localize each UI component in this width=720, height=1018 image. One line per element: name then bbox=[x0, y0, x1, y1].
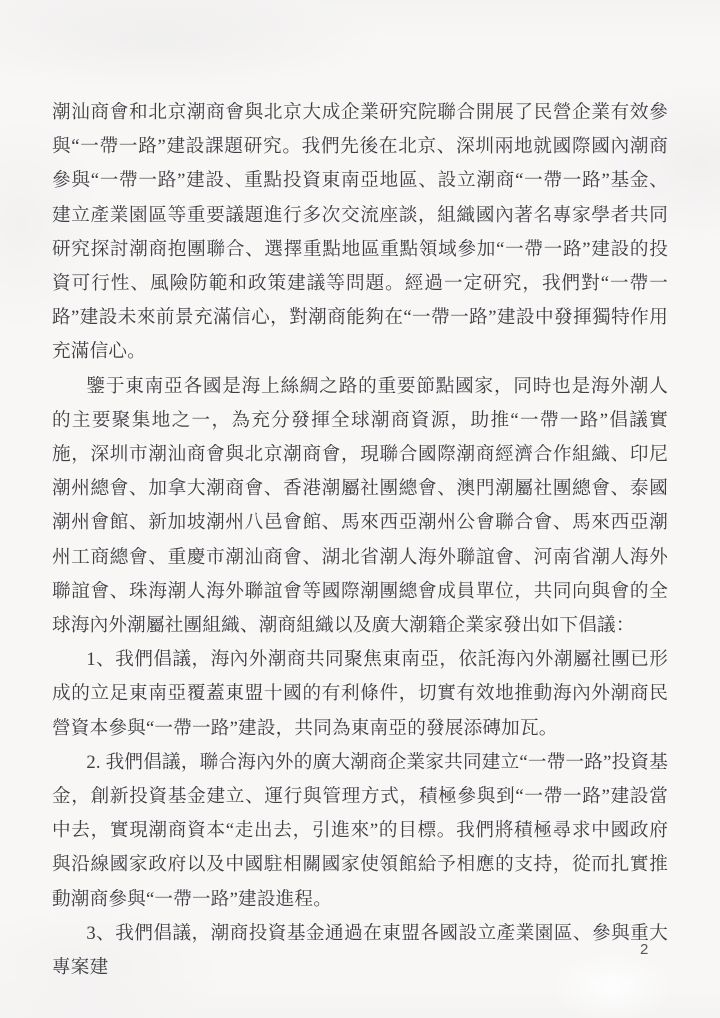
list-item-3: 3、我們倡議，潮商投資基金通過在東盟各國設立產業園區、參與重大專案建 bbox=[52, 922, 668, 979]
paragraph: 鑒于東南亞各國是海上絲綢之路的重要節點國家，同時也是海外潮人的主要聚集地之一，為充分發揮全球潮商資源，助推“一帶一路”倡議實施，深圳市潮汕商會與北京潮商會，現聯合國際潮商經濟合作組織、印尼潮州總會、加拿大潮商會、香港潮屬社團總會、澳門潮屬社團總會、泰國潮州會館、新加坡潮州八邑會館、馬來西亞潮州公會聯合會、馬來西亞潮州工商總會、重慶市潮汕商會、湖北省潮人海外聯誼會、河南省潮人海外聯誼會、珠海潮人海外聯誼會等國際潮團總會成員單位，共同向與會的全球海內外潮屬社團組織、潮商組織以及廣大潮籍企業家發出如下倡議： bbox=[52, 375, 668, 637]
list-item-1: 1、我們倡議，海內外潮商共同聚焦東南亞，依託海內外潮屬社團已形成的立足東南亞覆蓋東盟十國的有利條件，切實有效地推動海內外潮商民營資本參與“一帶一路”建設，共同為東南亞的發展添磚加瓦。 bbox=[52, 649, 668, 739]
page-number: 2 bbox=[640, 941, 649, 958]
document-text bbox=[52, 96, 668, 985]
paragraph: 潮汕商會和北京潮商會與北京大成企業研究院聯合開展了民營企業有效參與“一帶一路”建設課題研究。我們先後在北京、深圳兩地就國際國內潮商參與“一帶一路”建設、重點投資東南亞地區、設立潮商“一帶一路”基金、建立產業園區等重要議題進行多次交流座談，組織國內著名專家學者共同研究探討潮商抱團聯合、選擇重點地區重點領域參加“一帶一路”建設的投資可行性、風險防範和政策建議等問題。經過一定研究，我們對“一帶一路”建設未來前景充滿信心，對潮商能夠在“一帶一路”建設中發揮獨特作用充滿信心。 bbox=[52, 102, 668, 363]
list-item-2: 2. 我們倡議，聯合海內外的廣大潮商企業家共同建立“一帶一路”投資基金，創新投資基金建立、運行與管理方式，積極參與到“一帶一路”建設當中去，實現潮商資本“走出去，引進來”的目標。我們將積極尋求中國政府與沿線國家政府以及中國駐相關國家使領館給予相應的支持，從而扎實推動潮商參與“一帶一路”建設進程。 bbox=[52, 751, 668, 910]
